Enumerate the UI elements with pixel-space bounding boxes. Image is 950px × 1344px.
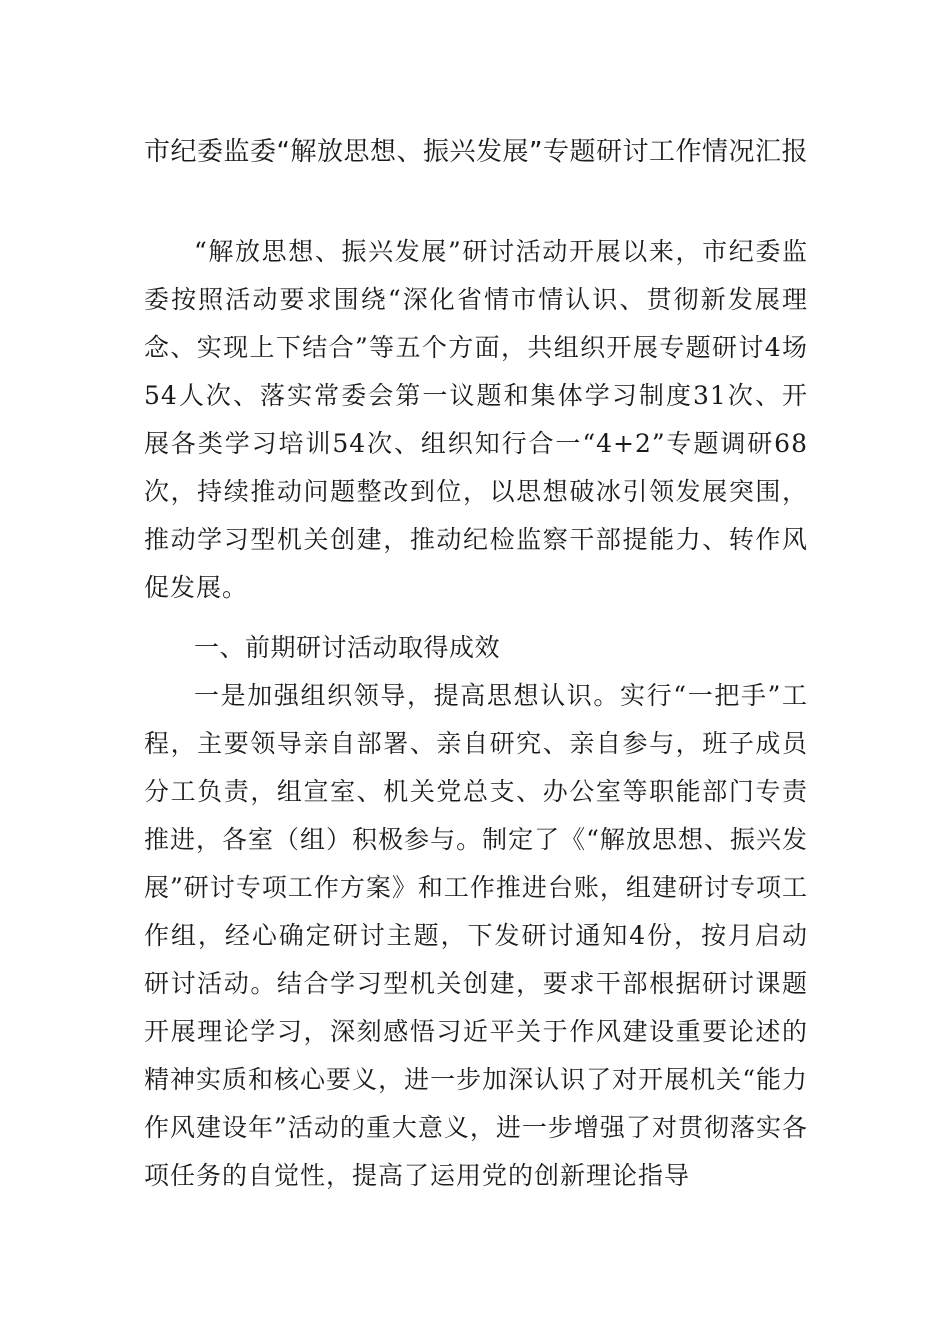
document-title: 市纪委监委“解放思想、振兴发展”专题研讨工作情况汇报 (144, 137, 808, 167)
section-heading: 一、前期研讨活动取得成效 (194, 633, 501, 662)
section-paragraph: 一是加强组织领导，提高思想认识。实行“一把手”工程，主要领导亲自部署、亲自研究、亲自参与，班子成员分工负责，组宣室、机关党总支、办公室等职能部门专责推进，各室（组）积极参与。制定了《“解放思想、振兴发展”研讨专项工作方案》和工作推进台账，组建研讨专项工作组，经心确定研讨主题，下发研讨通知4份，按月启动研讨活动。结合学习型机关创建，要求干部根据研讨课题开展理论学习，深刻感悟习近平关于作风建设重要论述的精神实质和核心要义，进一步加深认识了对开展机关“能力作风建设年”活动的重大意义，进一步增强了对贯彻落实各项任务的自觉性，提高了运用党的创新理论指导 (144, 681, 808, 1190)
intro-paragraph: “解放思想、振兴发展”研讨活动开展以来，市纪委监委按照活动要求围绕“深化省情市情认识、贯彻新发展理念、实现上下结合”等五个方面，共组织开展专题研讨4场54人次、落实常委会第一议题和集体学习制度31次、开展各类学习培训54次、组织知行合一“4+2”专题调研68次，持续推动问题整改到位，以思想破冰引领发展突围，推动学习型机关创建，推动纪检监察干部提能力、转作风促发展。 (144, 237, 809, 602)
